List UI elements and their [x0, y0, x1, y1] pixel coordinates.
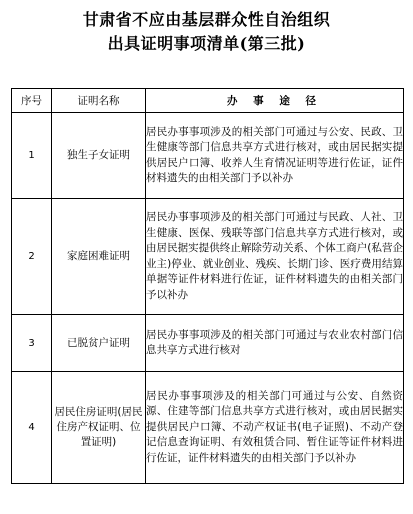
row-name: 居民住房证明(居民住房产权证明、位置证明)	[52, 372, 146, 484]
document-title	[0, 8, 413, 56]
row-name: 已脱贫户证明	[52, 315, 146, 372]
table-row	[12, 113, 404, 199]
title-line-1: 甘肃省不应由基层群众性自治组织	[82, 10, 331, 29]
certificate-list-table	[11, 88, 404, 484]
table-header-row	[12, 89, 404, 113]
row-name: 家庭困难证明	[52, 199, 146, 315]
row-no: 1	[12, 113, 52, 199]
table-row	[12, 315, 404, 372]
row-method: 居民办事事项涉及的相关部门可通过与公安、自然资源、住建等部门信息共享方式进行核对，或由居民据实提供居民户口簿、不动产权证书(电子证照)、不动产登记信息查询证明、有效租赁合同、暂住证等证件材料进行佐证，证件材料遗失的由相关部门予以补办	[146, 372, 404, 484]
header-method: 办 事 途 径	[146, 89, 404, 113]
title-line-2: 出具证明事项清单(第三批)	[107, 34, 306, 53]
row-no: 3	[12, 315, 52, 372]
table-row	[12, 199, 404, 315]
row-no: 4	[12, 372, 52, 484]
row-name: 独生子女证明	[52, 113, 146, 199]
row-method: 居民办事事项涉及的相关部门可通过与民政、人社、卫生健康、医保、残联等部门信息共享方式进行核对，或由居民据实提供终止解除劳动关系、个体工商户(私营企业主)停业、就业创业、残疾、长期门诊、医疗费用结算单据等证件材料进行佐证，证件材料遗失的由相关部门予以补办	[146, 199, 404, 315]
row-no: 2	[12, 199, 52, 315]
row-method: 居民办事事项涉及的相关部门可通过与农业农村部门信息共享方式进行核对	[146, 315, 404, 372]
header-name: 证明名称	[52, 89, 146, 113]
header-no: 序号	[12, 89, 52, 113]
row-method: 居民办事事项涉及的相关部门可通过与公安、民政、卫生健康等部门信息共享方式进行核对，或由居民据实提供居民户口簿、收养人生育情况证明等进行佐证，证件材料遗失的由相关部门予以补办	[146, 113, 404, 199]
table-row	[12, 372, 404, 484]
